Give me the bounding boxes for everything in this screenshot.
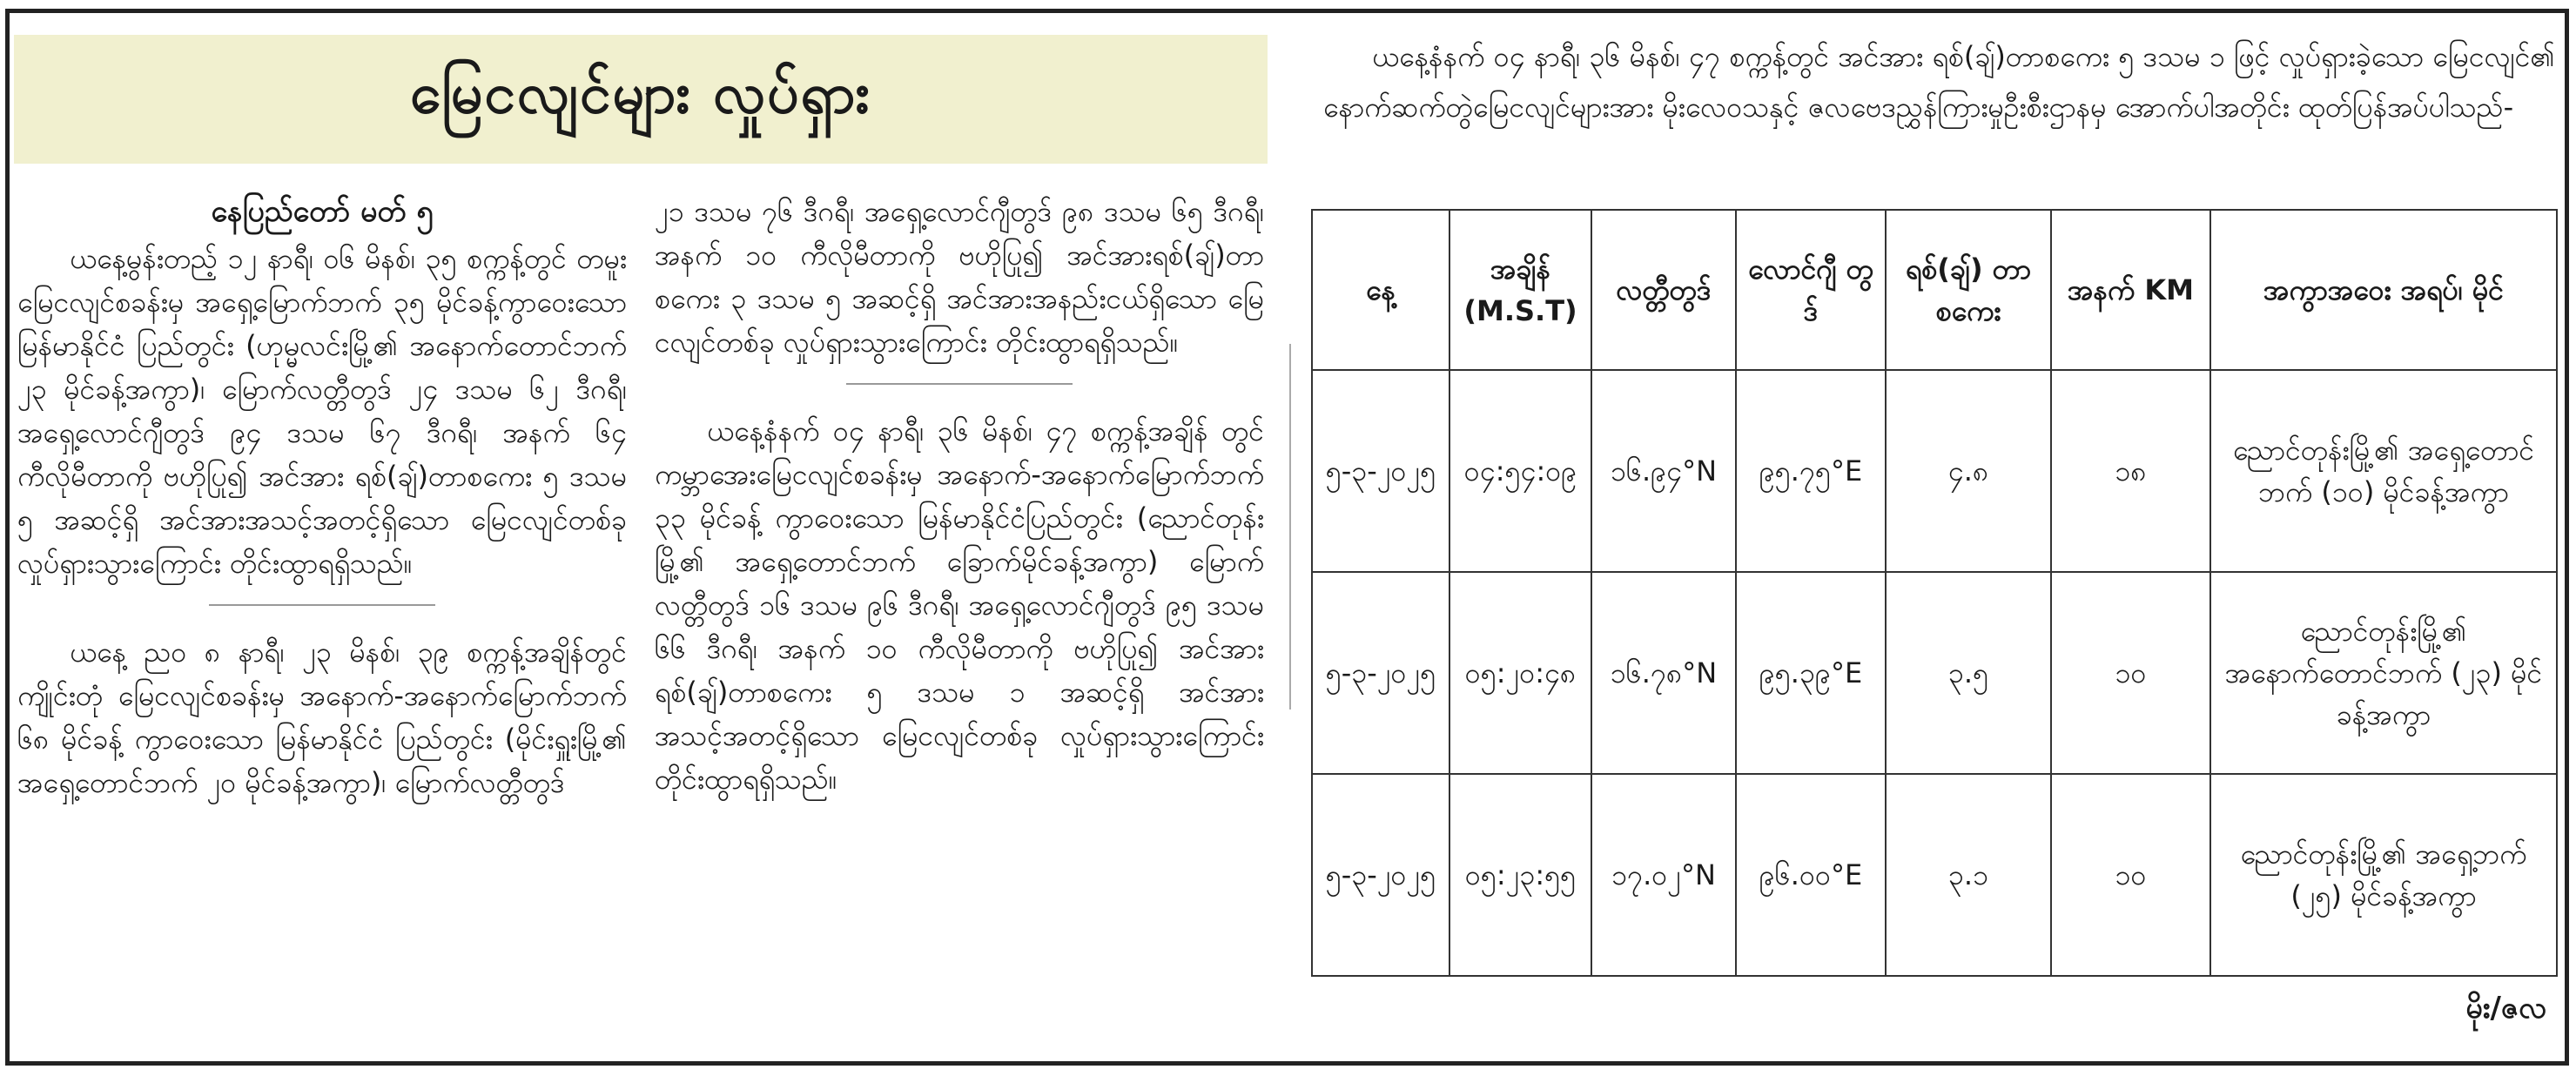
aftershock-table [1311,209,2558,977]
table-row [1312,572,2557,774]
cell-time: ၀၄:၅၄:၀၉ [1449,370,1591,572]
cell-longitude: ၉၆.၀၀°E [1736,774,1886,976]
cell-magnitude: ၄.၈ [1886,370,2051,572]
cell-magnitude: ၃.၅ [1886,572,2051,774]
column-left [17,190,627,804]
header-longitude: လောင်ဂျီ တွဒ် [1736,210,1886,370]
cell-latitude: ၁၇.၀၂°N [1591,774,1736,976]
headline: မြေငလျင်များ လှုပ်ရှား [410,62,871,126]
cell-location: ညောင်တုန်းမြို့၏ အနောက်တောင်ဘက် (၂၃) မိုင်ခန့်အကွာ [2210,572,2557,774]
cell-location: ညောင်တုန်းမြို့၏ အရှေ့ဘက် (၂၅) မိုင်ခန့်အကွာ [2210,774,2557,976]
column-middle [655,190,1264,801]
table-intro: ယနေ့နံနက် ၀၄ နာရီ၊ ၃၆ မိနစ်၊ ၄၇ စက္ကန့်တွင် အင်အား ရစ်(ချ်)တာစကေး ၅ ဒသမ ၁ ဖြင့် လှုပ်ရှားခဲ့သော မြေငလျင်၏ နောက်ဆက်တွဲမြေငလျင်များအား မိုးလေဝသနှင့် ဇလဗေဒညွှန်ကြားမှုဦးစီးဌာနမှ အောက်ပါအတိုင်း ထုတ်ပြန်အပ်ပါသည်- [1323,40,2556,124]
table-row [1312,370,2557,572]
cell-time: ၀၅:၂၃:၅၅ [1449,774,1591,976]
cell-magnitude: ၃.၁ [1886,774,2051,976]
cell-date: ၅-၃-၂၀၂၅ [1312,370,1449,572]
cell-time: ၀၅:၂၀:၄၈ [1449,572,1591,774]
header-date: နေ့ [1312,210,1449,370]
dateline: နေပြည်တော် မတ် ၅ [211,194,434,229]
cell-latitude: ၁၆.၉၄°N [1591,370,1736,572]
paragraph-3: ယနေ့နံနက် ၀၄ နာရီ၊ ၃၆ မိနစ်၊ ၄၇ စက္ကန့်အချိန် တွင် ကမ္ဘာအေးမြေငလျင်စခန်းမှ အနောက်-အနောက်မြောက်ဘက် ၃၃ မိုင်ခန့် ကွာဝေးသော မြန်မာနိုင်ငံပြည်တွင်း (ညောင်တုန်းမြို့၏ အရှေ့တောင်ဘက် ခြောက်မိုင်ခန့်အကွာ) မြောက်လတ္တီတွဒ် ၁၆ ဒသမ ၉၆ ဒီဂရီ၊ အရှေ့လောင်ဂျီတွဒ် ၉၅ ဒသမ ၆၆ ဒီဂရီ၊ အနက် ၁၀ ကီလိုမီတာကို ဗဟိုပြု၍ အင်အားရစ်(ချ်)တာစကေး ၅ ဒသမ ၁ အဆင့်ရှိ အင်အားအသင့်အတင့်ရှိသော မြေငလျင်တစ်ခု လှုပ်ရှားသွားကြောင်း တိုင်းထွာရရှိသည်။ [655,414,1264,796]
column-divider [1289,344,1291,709]
header-location: အကွာအဝေး အရပ်၊ မိုင် [2210,210,2557,370]
cell-depth: ၁၈ [2051,370,2210,572]
cell-location: ညောင်တုန်းမြို့၏ အရှေ့တောင်ဘက် (၁၀) မိုင်ခန့်အကွာ [2210,370,2557,572]
paragraph-2-start: ယနေ့ ညဝ ၈ နာရီ၊ ၂၃ မိနစ်၊ ၃၉ စက္ကန့်အချိန်တွင် ကျိုင်းတုံ မြေငလျင်စခန်းမှ အနောက်-အနောက်မြောက်ဘက် ၆၈ မိုင်ခန့် ကွာဝေးသော မြန်မာနိုင်ငံ ပြည်တွင်း (မိုင်းရှူးမြို့၏ အရှေ့တောင်ဘက် ၂၀ မိုင်ခန့်အကွာ)၊ မြောက်လတ္တီတွဒ် [17,636,627,799]
cell-longitude: ၉၅.၇၅°E [1736,370,1886,572]
paragraph-1: ယနေ့မွန်းတည့် ၁၂ နာရီ၊ ၀၆ မိနစ်၊ ၃၅ စက္ကန့်တွင် တမူးမြေငလျင်စခန်းမှ အရှေ့မြောက်ဘက် ၃၅ မိုင်ခန့်ကွာဝေးသော မြန်မာနိုင်ငံ ပြည်တွင်း (ဟုမ္မလင်းမြို့၏ အနောက်တောင်ဘက် ၂၃ မိုင်ခန့်အကွာ)၊ မြောက်လတ္တီတွဒ် ၂၄ ဒသမ ၆၂ ဒီဂရီ၊ အရှေ့လောင်ဂျီတွဒ် ၉၄ ဒသမ ၆၇ ဒီဂရီ၊ အနက် ၆၄ ကီလိုမီတာကို ဗဟိုပြု၍ အင်အား ရစ်(ချ်)တာစကေး ၅ ဒသမ ၅ အဆင့်ရှိ အင်အားအသင့်အတင့်ရှိသော မြေငလျင်တစ်ခု လှုပ်ရှားသွားကြောင်း တိုင်းထွာရရှိသည်။ [17,242,628,580]
cell-date: ၅-၃-၂၀၂၅ [1312,774,1449,976]
table-row [1312,774,2557,976]
cell-depth: ၁၀ [2051,572,2210,774]
header-depth: အနက် KM [2051,210,2210,370]
cell-date: ၅-၃-၂၀၂၅ [1312,572,1449,774]
cell-depth: ၁၀ [2051,774,2210,976]
table-header-row [1312,210,2557,370]
cell-latitude: ၁၆.၇၈°N [1591,572,1736,774]
separator [846,383,1073,385]
cell-longitude: ၉၅.၃၉°E [1736,572,1886,774]
separator [209,604,435,606]
paragraph-2-continued: ၂၁ ဒသမ ၇၆ ဒီဂရီ၊ အရှေ့လောင်ဂျီတွဒ် ၉၈ ဒသမ ၆၅ ဒီဂရီ၊ အနက် ၁၀ ကီလိုမီတာကို ဗဟိုပြု၍ အင်အားရစ်(ချ်)တာစကေး ၃ ဒသမ ၅ အဆင့်ရှိ အင်အားအနည်းငယ်ရှိသော မြေငလျင်တစ်ခု လှုပ်ရှားသွားကြောင်း တိုင်းထွာရရှိသည်။ [655,195,1264,359]
header-time: အချိန် (M.S.T) [1449,210,1591,370]
headline-banner [14,35,1268,164]
signoff: မိုး/ဇလ [2465,991,2546,1026]
header-latitude: လတ္တီတွဒ် [1591,210,1736,370]
header-magnitude: ရစ်(ချ်) တာစကေး [1886,210,2051,370]
